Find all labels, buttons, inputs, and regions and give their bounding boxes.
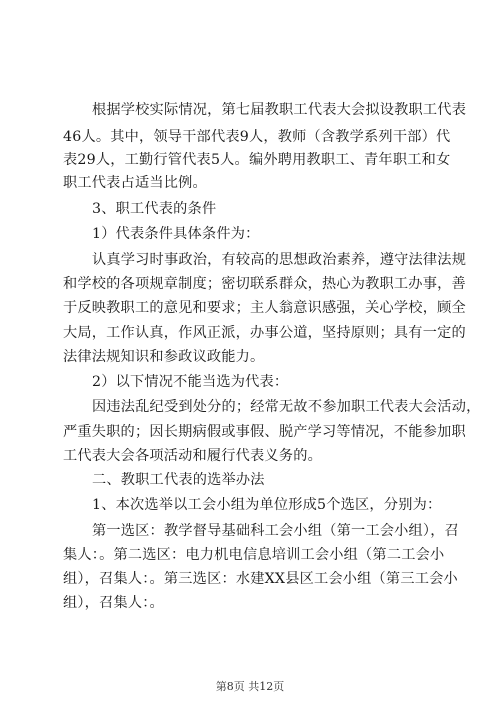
page-footer: 第8页 共12页: [215, 680, 285, 693]
paragraph-line: 和学校的各项规章制度；密切联系群众，热心为教职工办事，善: [63, 276, 466, 292]
paragraph-line: 表29人，工勤行管代表5人。编外聘用教职工、青年职工和女: [63, 152, 451, 168]
paragraph-line: 第一选区：教学督导基础科工会小组（第一工会小组），召: [92, 523, 459, 539]
paragraph-line: 组），召集人：。: [63, 595, 164, 611]
paragraph-line: 工代表大会各项活动和履行代表义务的。: [63, 448, 322, 464]
paragraph-line: 1、本次选举以工会小组为单位形成5个选区，分别为：: [92, 497, 442, 513]
paragraph-line: 根据学校实际情况，第七届教职工代表大会拟设教职工代表: [92, 102, 467, 118]
paragraph-line: 职工代表占适当比例。: [63, 175, 207, 191]
paragraph-line: 组），召集人：。第三选区：水建XX县区工会小组（第三工会小: [63, 571, 458, 587]
paragraph-line: 认真学习时事政治，有较高的思想政治素养，遵守法律法规: [92, 252, 467, 268]
paragraph-line: 于反映教职工的意见和要求；主人翁意识感强，关心学校，顾全: [63, 300, 466, 316]
section-heading: 3、职工代表的条件: [92, 201, 217, 217]
paragraph-line: 法律法规知识和参政议政能力。: [63, 349, 265, 365]
paragraph-line: 46人。其中，领导干部代表9人，教师（含教学系列干部）代: [63, 129, 451, 145]
section-heading: 二、教职工代表的选举办法: [92, 472, 265, 488]
paragraph-line: 集人：。第二选区：电力机电信息培训工会小组（第二工会小: [63, 547, 445, 563]
paragraph-line: 因违法乱纪受到处分的；经常无故不参加职工代表大会活动，: [92, 399, 481, 415]
paragraph-line: 大局，工作认真，作风正派，办事公道，坚持原则；具有一定的: [63, 325, 466, 341]
subsection-heading: 2）以下情况不能当选为代表：: [92, 374, 289, 390]
subsection-heading: 1）代表条件具体条件为：: [92, 226, 260, 242]
paragraph-line: 严重失职的；因长期病假或事假、脱产学习等情况，不能参加职: [63, 424, 466, 440]
